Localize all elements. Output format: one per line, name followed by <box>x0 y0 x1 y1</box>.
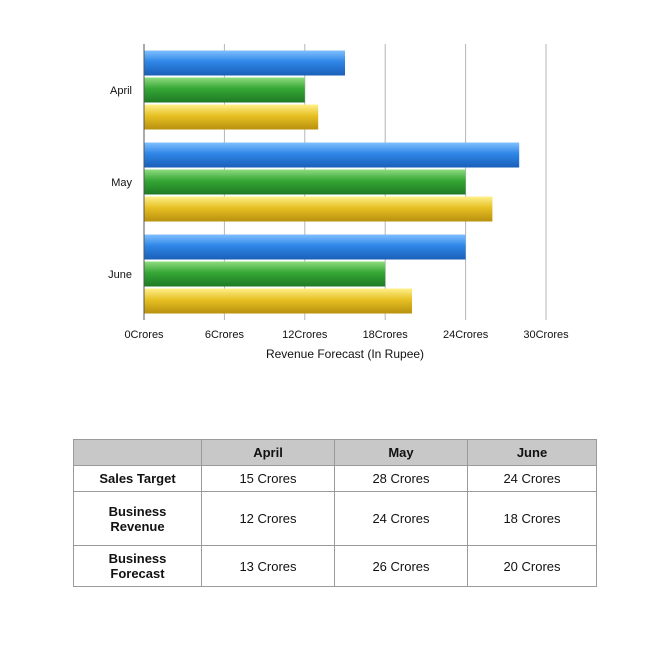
table-header-cell <box>74 440 202 466</box>
row-label: Business Revenue <box>74 492 202 546</box>
bar-blue-june <box>144 235 466 260</box>
x-tick-label: 12Crores <box>282 329 328 341</box>
x-tick-label: 18Crores <box>362 329 408 341</box>
table-cell: 15 Crores <box>202 466 335 492</box>
x-tick-label: 6Crores <box>204 329 244 341</box>
table-cell: 26 Crores <box>335 546 468 587</box>
table-cell: 28 Crores <box>335 466 468 492</box>
table-header-cell: April <box>202 440 335 466</box>
bar-green-april <box>144 78 305 103</box>
category-label: May <box>111 177 132 189</box>
table-row <box>74 466 597 492</box>
table-header-cell: May <box>335 440 468 466</box>
bar-green-june <box>144 262 385 287</box>
bar-green-may <box>144 170 466 195</box>
x-tick-label: 24Crores <box>442 329 489 341</box>
bar-yellow-june <box>144 289 412 314</box>
x-tick-labels <box>124 329 569 341</box>
bar-yellow-may <box>144 197 492 222</box>
bar-blue-may <box>144 143 519 168</box>
table-cell: 18 Crores <box>468 492 597 546</box>
data-table <box>73 439 597 587</box>
row-label: Sales Target <box>74 466 202 492</box>
table-cell: 24 Crores <box>468 466 597 492</box>
x-axis-title: Revenue Forecast (In Rupee) <box>265 347 425 361</box>
x-tick-label: 30Crores <box>523 329 569 341</box>
table-cell: 24 Crores <box>335 492 468 546</box>
chart-bars <box>144 51 519 314</box>
table-row <box>74 546 597 587</box>
table-header-row <box>74 440 597 466</box>
table-cell: 20 Crores <box>468 546 597 587</box>
table-cell: 12 Crores <box>202 492 335 546</box>
table-header-cell: June <box>468 440 597 466</box>
bar-blue-april <box>144 51 345 76</box>
bar-yellow-april <box>144 105 318 130</box>
table-cell: 13 Crores <box>202 546 335 587</box>
x-tick-label: 0Crores <box>124 329 164 341</box>
category-label: June <box>108 269 132 281</box>
table-row <box>74 492 597 546</box>
category-labels <box>108 85 132 281</box>
category-label: April <box>109 85 132 97</box>
row-label: Business Forecast <box>74 546 202 587</box>
